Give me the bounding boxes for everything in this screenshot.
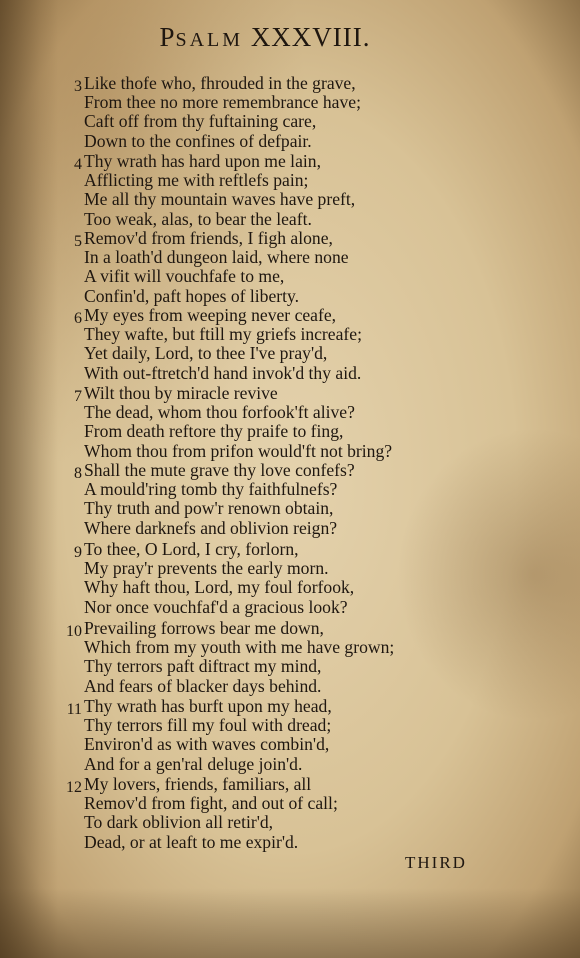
- stanza-7: [62, 384, 392, 461]
- page-gutter-shadow: [0, 0, 58, 958]
- title-initial: P: [159, 22, 176, 52]
- verse-line: They wafte, but ftill my griefs increafe;: [84, 324, 362, 345]
- stanza-number: 8: [74, 465, 82, 482]
- verse-line: Environ'd as with waves combin'd,: [84, 734, 330, 755]
- verse-line: Nor once vouchfaf'd a gracious look?: [84, 596, 348, 617]
- verse-line: And for a gen'ral deluge join'd.: [84, 753, 303, 774]
- verse-line: From death reftore thy praife to fing,: [84, 421, 344, 442]
- stanza-number: 11: [66, 701, 82, 718]
- stanza-3: [62, 74, 361, 151]
- verse-line: A vifit will vouchfafe to me,: [84, 266, 285, 287]
- verse-line: Like thofe who, fhrouded in the grave,: [84, 73, 356, 93]
- verse-line: Afflicting me with reftlefs pain;: [84, 170, 309, 191]
- verse-line: Thy terrors paft diftract my mind,: [84, 656, 322, 677]
- stanza-number: 10: [66, 623, 82, 640]
- stanza-number: 9: [74, 544, 82, 561]
- verse-line: Wilt thou by miracle revive: [84, 383, 278, 403]
- stanza-6: [62, 306, 362, 383]
- verse-line: And fears of blacker days behind.: [84, 675, 322, 696]
- title-small-caps: SALM: [175, 29, 244, 51]
- verse-line: Thy wrath has hard upon me lain,: [84, 151, 321, 171]
- catchword: THIRD: [405, 853, 467, 872]
- page-bottom-shadow: [0, 888, 580, 958]
- verse-line: Shall the mute grave thy love confefs?: [84, 460, 355, 480]
- title-number: XXXVIII.: [250, 22, 371, 52]
- page-title: [0, 22, 530, 53]
- verse-line: A mould'ring tomb thy faithfulnefs?: [84, 479, 338, 500]
- verse-line: Confin'd, paft hopes of liberty.: [84, 285, 300, 306]
- verse-line: My lovers, friends, familiars, all: [84, 774, 312, 794]
- verse-line: To thee, O Lord, I cry, forlorn,: [84, 539, 299, 559]
- stanza-number: 7: [74, 388, 82, 405]
- verse-line: Dead, or at leaft to me expir'd.: [84, 831, 299, 852]
- verse-line: From thee no more remembrance have;: [84, 92, 361, 113]
- stanza-5: [62, 229, 349, 306]
- verse-line: Caft off from thy fuftaining care,: [84, 111, 317, 132]
- verse-line: Whom thou from prifon would'ft not bring?: [84, 440, 393, 461]
- stanza-number: 3: [74, 78, 82, 95]
- verse-line: My eyes from weeping never ceafe,: [84, 305, 337, 325]
- verse-line: Down to the confines of defpair.: [84, 130, 312, 151]
- stanza-11: [62, 697, 332, 774]
- verse-line: Where darknefs and oblivion reign?: [84, 517, 338, 538]
- verse-line: Me all thy mountain waves have preft,: [84, 189, 356, 210]
- stanza-number: 4: [74, 156, 82, 173]
- stanza-number: 6: [74, 310, 82, 327]
- stanza-12: [62, 775, 338, 852]
- verse-line: Why haft thou, Lord, my foul forfook,: [84, 577, 355, 598]
- verse-line: Thy terrors fill my foul with dread;: [84, 715, 332, 736]
- stanza-number: 12: [66, 779, 82, 796]
- verse-line: My pray'r prevents the early morn.: [84, 558, 329, 579]
- verse-line: Yet daily, Lord, to thee I've pray'd,: [84, 343, 328, 364]
- verse-line: Prevailing forrows bear me down,: [84, 618, 324, 638]
- stanza-10: [62, 619, 394, 696]
- verse-line: In a loath'd dungeon laid, where none: [84, 247, 349, 268]
- verse-line: Too weak, alas, to bear the leaft.: [84, 208, 312, 229]
- verse-line: To dark oblivion all retir'd,: [84, 812, 274, 833]
- verse-line: With out-ftretch'd hand invok'd thy aid.: [84, 362, 362, 383]
- stanza-9: [62, 540, 354, 617]
- verse-line: Thy truth and pow'r renown obtain,: [84, 498, 334, 519]
- verse-line: The dead, whom thou forfook'ft alive?: [84, 402, 355, 423]
- verse-line: Remov'd from friends, I figh alone,: [84, 228, 333, 248]
- stanza-number: 5: [74, 233, 82, 250]
- verse-line: Thy wrath has burft upon my head,: [84, 696, 332, 716]
- stanza-8: [62, 461, 355, 538]
- verse-line: Remov'd from fight, and out of call;: [84, 793, 338, 814]
- verse-line: Which from my youth with me have grown;: [84, 637, 395, 658]
- stanza-4: [62, 152, 355, 229]
